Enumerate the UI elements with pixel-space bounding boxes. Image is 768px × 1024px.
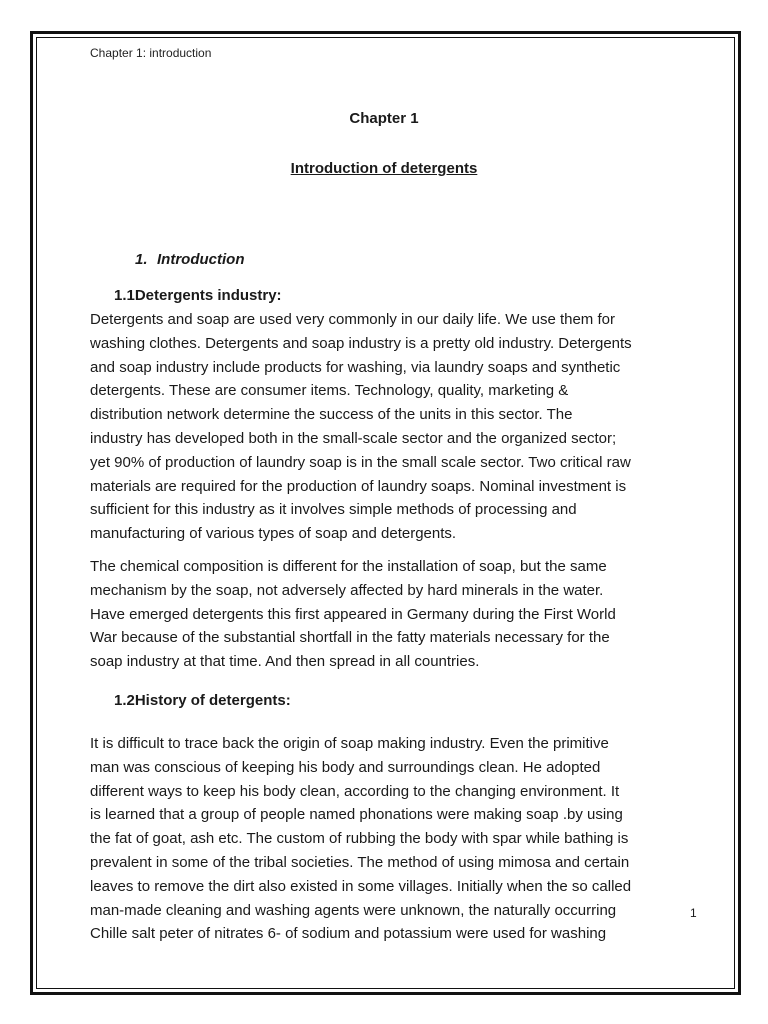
text-line: leaves to remove the dirt also existed in some villages. Initially when the so called [90,877,632,895]
text-line: prevalent in some of the tribal societies. The method of using mimosa and certain [90,853,630,871]
text-line: Have emerged detergents this first appeared in Germany during the First World [90,605,616,623]
text-line: is learned that a group of people named phonations were making soap .by using [90,806,623,824]
paragraph-industry-1 [90,308,685,546]
text-line: mechanism by the soap, not adversely affected by hard minerals in the water. [90,581,604,599]
text-line: the fat of goat, ash etc. The custom of rubbing the body with spar while bathing is [90,830,629,848]
text-line: materials are required for the production of laundry soaps. Nominal investment is [90,477,627,495]
chapter-title: Introduction of detergents [290,160,478,177]
chapter-number: Chapter 1 [349,110,419,127]
text-line: The chemical composition is different for the installation of soap, but the same [90,558,607,575]
text-line: manufacturing of various types of soap and detergents. [90,525,457,543]
text-line: and soap industry include products for washing, via laundry soaps and synthetic [90,358,621,376]
text-line: War because of the substantial shortfall in the fatty materials necessary for the [90,629,610,647]
text-line: soap industry at that time. And then spread in all countries. [90,653,480,671]
text-line: washing clothes. Detergents and soap industry is a pretty old industry. Detergents [90,334,632,352]
section-number: 1. [135,251,148,268]
text-line: distribution network determine the success of the units in this sector. The [90,406,573,424]
section-heading [135,251,244,268]
subheading-detergents-industry: 1.1Detergents industry: [114,287,282,304]
subheading-history: 1.2History of detergents: [114,692,291,709]
text-line: Detergents and soap are used very commonly in our daily life. We use them for [90,311,615,328]
text-line: yet 90% of production of laundry soap is in the small scale sector. Two critical raw [90,453,631,471]
text-line: industry has developed both in the small-scale sector and the organized sector; [90,429,617,447]
paragraph-history-1 [90,732,685,946]
section-label: Introduction [157,251,245,268]
text-line: man-made cleaning and washing agents were unknown, the naturally occurring [90,901,617,919]
text-line: detergents. These are consumer items. Technology, quality, marketing & [90,382,569,400]
page-number: 1 [690,906,697,920]
text-line: different ways to keep his body clean, according to the changing environment. It [90,782,620,800]
text-line: man was conscious of keeping his body and surroundings clean. He adopted [90,758,601,776]
paragraph-industry-2 [90,555,685,674]
text-line: It is difficult to trace back the origin of soap making industry. Even the primitive [90,735,609,752]
text-line: Chille salt peter of nitrates 6- of sodium and potassium were used for washing [90,925,607,943]
text-line: sufficient for this industry as it involves simple methods of processing and [90,501,577,519]
running-header: Chapter 1: introduction [90,46,212,60]
